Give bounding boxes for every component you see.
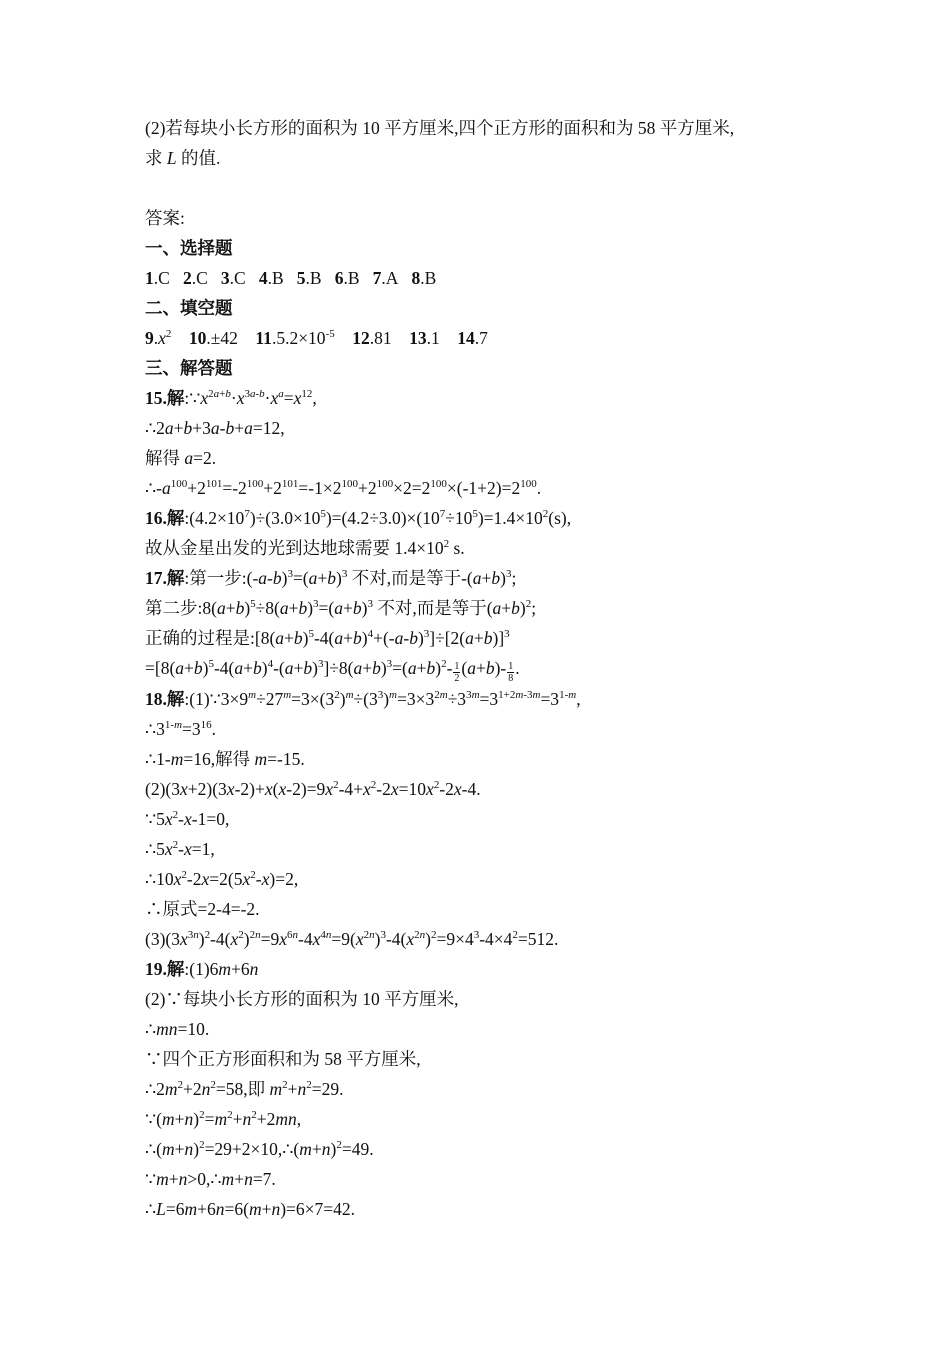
solution-line: $\therefore 5x^2-x=1$,	[145, 839, 215, 859]
item-number: 7	[372, 268, 382, 288]
solution-line: 第二步$:8(a+b)^5\div 8(a+b)^3=(a+b)^3$ 不对,而是等于$(a+b)^2$;	[145, 598, 537, 618]
solution-text: ,即	[243, 1079, 266, 1099]
solution-line: ∴1-m=16,解得 m=-15.	[145, 749, 305, 769]
solution-line: ∴L=6m+6n=6(m+n)=6×7=42.	[145, 1199, 356, 1219]
item-number: 5	[296, 268, 306, 288]
exponent: -5	[325, 328, 335, 340]
solution-line: $\because 5x^2-x-1=0$,	[145, 809, 230, 829]
solution-line: 18.解$:(1)\because 3\times 9^m\div 27^m=3\times(3^2)^m\div(3^3)^m=3\times 3^{2m}\div 3^{3m}=3^{1+2m-3m}=3^{1-m}$,	[145, 689, 581, 709]
solution-line: 19.解:(1)6m+6n	[145, 959, 259, 979]
solution-line: $(3)(3x^{3n})^2-4(x^2)^{2n}=9x^{6n}-4x^{4n}=9(x^{2n})^3-4(x^{2n})^2=9\times 4^3-4\times 4^2=512$.	[145, 929, 559, 949]
solution-text: 第二步	[145, 598, 198, 618]
solution-line: 正确的过程是$:[8(a+b)^5-4(a+b)^4+(-a-b)^3]\div[2(a+b)]^3$	[145, 628, 510, 648]
item-number: 13	[409, 328, 427, 348]
item-number: 10	[188, 328, 207, 348]
item-answer: .C	[153, 268, 170, 288]
solution-text: 第一步	[189, 568, 242, 588]
solution-line: $(2)(3x+2)(3x-2)+x(x-2)=9x^2-4+x^2-2x=10x^2-2x-4$.	[145, 779, 481, 799]
item-number: 14	[457, 328, 475, 348]
solution-line: $\therefore 3^{1-m}=3^{16}$.	[145, 719, 217, 739]
item-answer: .5.2×10	[271, 328, 326, 348]
choice-answers	[145, 263, 825, 293]
item-answer: .C	[191, 268, 208, 288]
solution-line: $\therefore 10x^2-2x=2(5x^2-x)=2$,	[145, 869, 299, 889]
item-number: 12	[352, 328, 370, 348]
item-number: 8	[411, 268, 421, 288]
question-label: 18.解	[145, 689, 185, 709]
item-answer: .B	[343, 268, 360, 288]
item-number: 3	[220, 268, 230, 288]
solution-line: $\therefore-a^{100}+2^{101}=-2^{100}+2^{101}=-1\times 2^{100}+2^{100}\times 2=2^{100}\times(-1+2)=2^{100}$.	[145, 478, 542, 498]
solution-line: $\because(m+n)^2=m^2+n^2+2mn$,	[145, 1109, 302, 1129]
question-label: 17.解	[145, 568, 185, 588]
solution-line: $\therefore 2m^2+2n^2=58$,即 $m^2+n^2=29$.	[145, 1079, 344, 1099]
item-answer: .81	[369, 328, 392, 348]
item-answer: .B	[420, 268, 437, 288]
solution-line: 故从金星出发的光到达地球需要 $1.4\times 10^2$ s.	[145, 538, 465, 558]
solution-text: 原式=2-4=-2.	[162, 899, 260, 919]
section-heading: 二、填空题	[145, 298, 233, 318]
section-heading: 三、解答题	[145, 358, 233, 378]
spacer	[145, 173, 825, 203]
solution-line: ∴原式=2-4=-2.	[145, 899, 260, 919]
solution-line: 16.解$:(4.2\times 10^7)\div(3.0\times 10^5)=(4.2\div 3.0)\times(10^7\div 10^5)=1.4\times 10^2(s)$,	[145, 508, 572, 528]
solution-line: 解得 a=2.	[145, 448, 217, 468]
solution-line: ∴2a+b+3a-b+a=12,	[145, 418, 285, 438]
item-number: 2	[182, 268, 192, 288]
document-page	[145, 113, 825, 1224]
solution-text: 不对,而是等于	[347, 568, 462, 588]
solution-line: 17.解:第一步$:(-a-b)^3=(a+b)^3$ 不对,而是等于$-(a+b)^3$;	[145, 568, 517, 588]
solution-text: 解得	[145, 448, 180, 468]
answers-label: 答案:	[145, 208, 185, 228]
solution-text: 正确的过程是	[145, 628, 250, 648]
item-number: 11	[255, 328, 272, 348]
question-label: 16.解	[145, 508, 185, 528]
solution-line: (2)∵每块小长方形的面积为 10 平方厘米,	[145, 989, 459, 1009]
solution-line: $\therefore(m+n)^2=29+2\times 10,\therefore(m+n)^2=49$.	[145, 1139, 374, 1159]
solution-line: 15.解$:\because x^{2a+b}\cdot x^{3a-b}\cdot x^a=x^{12}$,	[145, 388, 317, 408]
item-answer: .±42	[206, 328, 238, 348]
question-text: (2)若每块小长方形的面积为 10 平方厘米,四个正方形的面积和为 58 平方厘米,	[145, 118, 735, 138]
solution-text: 故从金星出发的光到达地球需要 1.4×10	[145, 538, 444, 558]
item-answer: .B	[267, 268, 284, 288]
solution-text: 不对,而是等于	[372, 598, 487, 618]
section-heading: 一、选择题	[145, 238, 233, 258]
fraction: $\frac{1}{8}$	[508, 661, 514, 684]
item-answer: .7	[474, 328, 488, 348]
item-number: 4	[258, 268, 268, 288]
item-answer: .A	[381, 268, 399, 288]
item-answer: .1	[426, 328, 440, 348]
solution-line: $=[8(a+b)^5-4(a+b)^4-(a+b)^3]\div 8(a+b)^3=(a+b)^2-$ $\frac{1}{2}$ (a+b)- $\frac{1}{8}$ .	[145, 658, 520, 684]
question-text: 求 L 的值.	[145, 148, 221, 168]
item-answer: .B	[305, 268, 322, 288]
solution-line: ∵四个正方形面积和为 58 平方厘米,	[145, 1049, 421, 1069]
item-number: 6	[334, 268, 344, 288]
solution-line: ∴mn=10.	[145, 1019, 210, 1039]
fraction: $\frac{1}{2}$	[454, 661, 460, 684]
solution-text: ,解得	[210, 749, 251, 769]
solution-line: ∵m+n>0,∴m+n=7.	[145, 1169, 276, 1189]
question-label: 15.解	[145, 388, 185, 408]
question-label: 19.解	[145, 959, 185, 979]
item-number: 9	[145, 328, 154, 348]
item-answer: .C	[229, 268, 246, 288]
fill-answers: $9.x^2$ 10.±42 $11.5.2\times 10^{-5}$ 12.81 13.1 14.7	[145, 328, 488, 348]
item-number: 1	[145, 268, 154, 288]
